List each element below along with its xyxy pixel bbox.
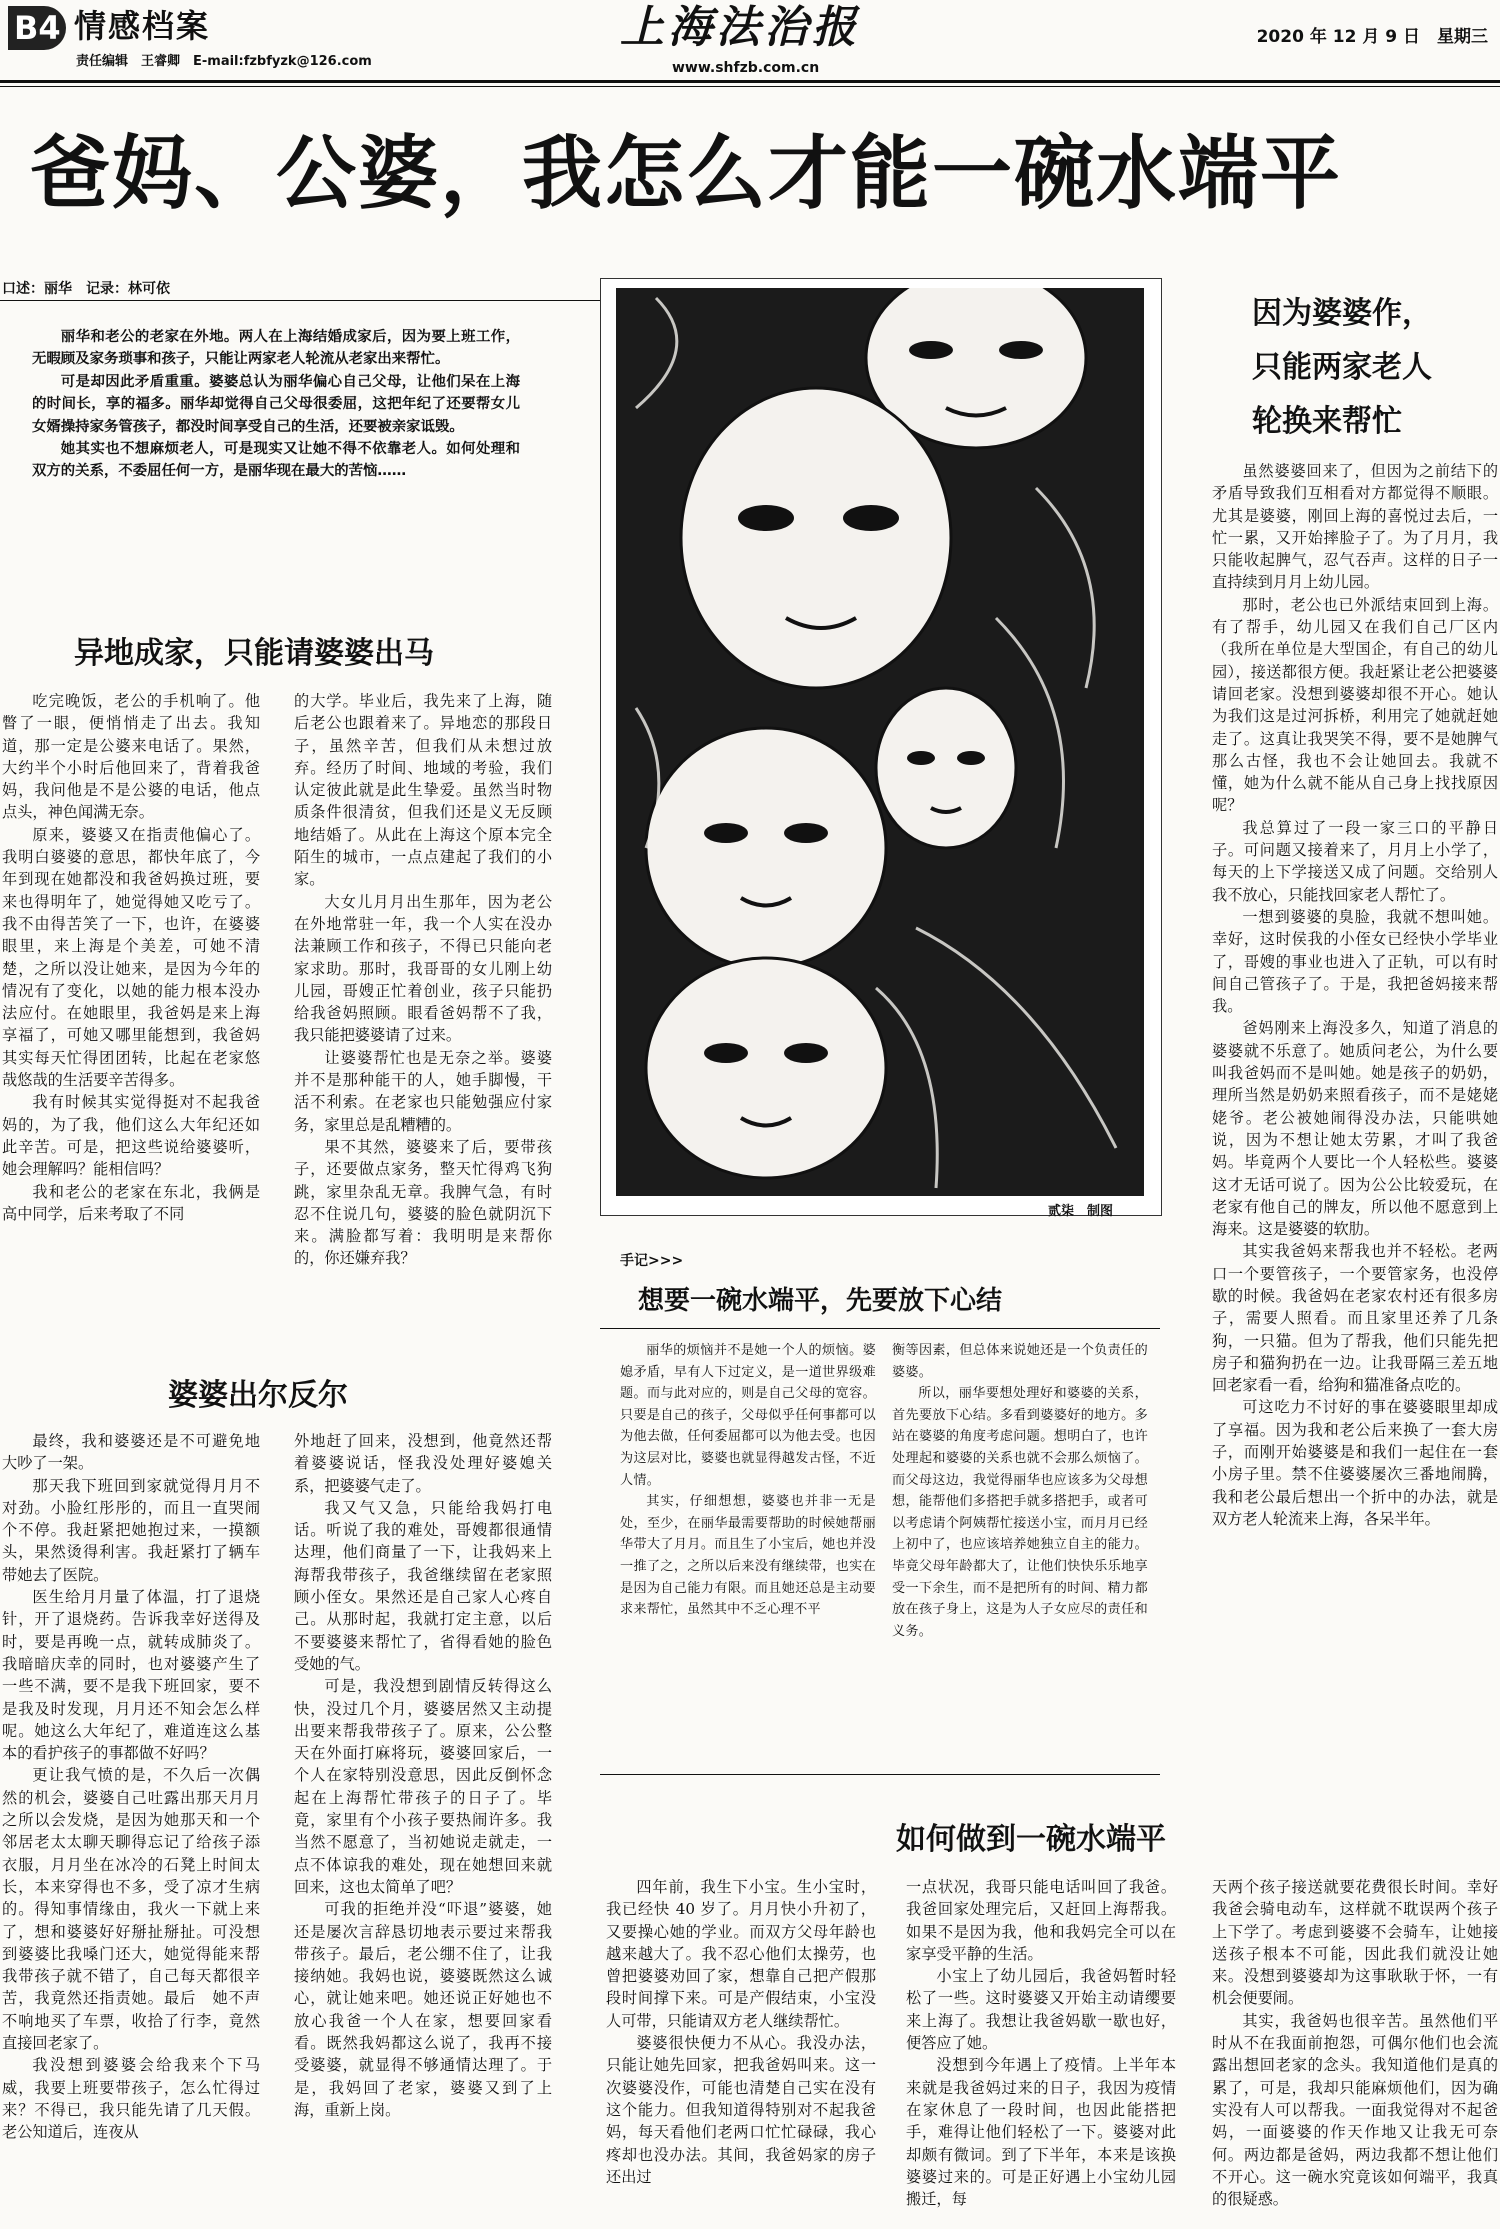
masthead-rule (0, 80, 1500, 83)
s4-column-2 (906, 1876, 1176, 2226)
intro-paragraph: 可是却因此矛盾重重。婆婆总认为丽华偏心自己父母，让他们呆在上海的时间长，享的福多。丽华却觉得自己父母很委屈，这把年纪了还要帮女儿女婿操持家务管孩子，都没时间享受自己的生活，还要被亲家诋毁。 (32, 373, 520, 435)
section-heading-4: 如何做到一碗水端平 (896, 1822, 1166, 1857)
paragraph: 更让我气愤的是，不久后一次偶然的机会，婆婆自己吐露出那天月月之所以会发烧，是因为她那天和一个邻居老太太聊天聊得忘记了给孩子添衣服，月月坐在冰冷的石凳上时间太长，本来穿得也不多，受了凉才生病的。得知事情缘由，我火一下就上来了，想和婆婆好好掰扯掰扯。可没想到婆婆比我嗓门还大，她觉得能来帮我带孩子就不错了，自己每天都很辛苦，我竟然还指责她。最后 她不声不响地买了车票，收拾了行李，竟然直接回老家了。 (2, 1766, 260, 2053)
issue-date: 2020 年 12 月 9 日 星期三 (1256, 27, 1488, 47)
paragraph: 其实，我爸妈也很辛苦。虽然他们平时从不在我面前抱怨，可偶尔他们也会流露出想回老家的念头。我知道他们是真的累了，可是，我却只能麻烦他们，因为确实没有人可以帮我。一面我觉得对不起爸妈，一面婆婆的作天作地又让我无可奈何。两边都是爸妈，两边我都不想让他们不开心。这一碗水究竟该如何端平，我真的很疑惑。 (1212, 2011, 1498, 2209)
paragraph: 爸妈刚来上海没多久，知道了消息的婆婆就不乐意了。她质问老公，为什么要叫我爸妈而不是叫她。她是孩子的奶奶，理所当然是奶奶来照看孩子，而不是姥姥姥爷。老公被她闹得没办法，只能哄她说，因为不想让她太劳累，才叫了我爸妈。毕竟两个人要比一个人轻松些。婆婆这才无话可说了。因为公公比较爱玩，在老家有他自己的牌友，所以他不愿意到上海来。这是婆婆的软肋。 (1212, 1019, 1498, 1239)
paragraph: 果不其然，婆婆来了后，要带孩子，还要做点家务，整天忙得鸡飞狗跳，家里杂乱无章。我脾气急，有时忍不住说几句，婆婆的脸色就阴沉下来。满脸都写着：我明明是来帮你的，你还嫌弃我？ (294, 1137, 552, 1268)
s1-column-right (294, 690, 552, 1340)
s3-column (1212, 460, 1498, 1794)
paragraph: 婆婆很快便力不从心。我没办法，只能让她先回家，把我爸妈叫来。这一次婆婆没作，可能也清楚自己实在没有这个能力。但我知道得特别对不起我爸妈，每天看他们老两口忙忙碌碌，我心疼却也没办法。其间，我爸妈家的房子还出过 (606, 2034, 876, 2186)
s4-column-1 (606, 1876, 876, 2226)
paragraph: 原来，婆婆又在指责他偏心了。我明白婆婆的意思，都快年底了，今年到现在她都没和我爸妈换过班，要来也得明年了，她觉得她又吃亏了。我不由得苦笑了一下，也许，在婆婆眼里，来上海是个美差，可她不清楚，之所以没让她来，是因为今年的情况有了变化，以她的能力根本没办法应付。在她眼里，我爸妈是来上海享福了，可她又哪里能想到，我爸妈其实每天忙得团团转，比起在老家悠哉悠哉的生活要辛苦得多。 (2, 825, 260, 1090)
illustration-image (616, 288, 1144, 1196)
page-code: B4 (14, 9, 61, 47)
s2-column-right (294, 1430, 552, 2224)
s2-column-left (2, 1430, 260, 2224)
paragraph: 天两个孩子接送就要花费很长时间。幸好我爸会骑电动车，这样就不耽误两个孩子上下学了。考虑到婆婆不会骑车，让她接送孩子根本不可能，因此我们就没让她来。没想到婆婆却为这事耿耿于怀，一有机会便要闹。 (1212, 1878, 1498, 2008)
editor-line: 责任编辑 王睿卿 E-mail:fzbfyzk@126.com (76, 54, 372, 69)
paragraph: 虽然婆婆回来了，但因为之前结下的矛盾导致我们互相看对方都觉得不顺眼。尤其是婆婆，刚回上海的喜悦过去后，一忙一累，又开始摔脸子了。为了月月，我只能收起脾气，忍气吞声。这样的日子一直持续到月月上幼儿园。 (1212, 462, 1498, 592)
notes-bottom-rule (600, 1774, 1160, 1775)
notes-column-left (620, 1340, 876, 1760)
paragraph: 一点状况，我哥只能电话叫回了我爸。我爸回家处理完后，又赶回上海帮我。如果不是因为我，他和我妈完全可以在家享受平静的生活。 (906, 1878, 1176, 1963)
byline: 口述：丽华 记录：林可依 (2, 281, 170, 297)
paragraph: 小宝上了幼儿园后，我爸妈暂时轻松了一些。这时婆婆又开始主动请缨要来上海了。我想让我爸妈歇一歇也好，便答应了她。 (906, 1967, 1176, 2053)
paragraph: 吃完晚饭，老公的手机响了。他瞥了一眼，便悄悄走了出去。我知道，那一定是公婆来电话了。果然，大约半个小时后他回来了，背着我爸妈，我问他是不是公婆的电话，他点点头，神色闻满无奈。 (2, 692, 260, 822)
illustration-credit: 贰柒 制图 (1048, 1204, 1114, 1219)
paragraph: 我总算过了一段一家三口的平静日子。可问题又接着来了，月月上小学了，每天的上下学接送又成了问题。交给别人我不放心，只能找回家老人帮忙了。 (1212, 818, 1498, 904)
paragraph: 丽华的烦恼并不是她一个人的烦恼。婆媳矛盾，早有人下过定义，是一道世界级难题。而与此对应的，则是自己父母的宽容。只要是自己的孩子，父母似乎任何事都可以为他去做，任何委屈都可以为他去受。也因为这层对比，婆婆也就显得越发古怪，不近人情。 (620, 1343, 876, 1488)
intro-block (32, 326, 520, 483)
paragraph: 那时，老公也已外派结束回到上海。有了帮手，幼儿园又在我们自己厂区内（我所在单位是大型国企，有自己的幼儿园），接送都很方便。我赶紧让老公把婆婆请回老家。没想到婆婆却很不开心。她认为我们这是过河拆桥，利用完了她就赶她走了。这真让我哭笑不得，要不是她脾气那么古怪，我也不会让她回去。我就不懂，她为什么就不能从自己身上找找原因呢？ (1212, 595, 1498, 815)
paragraph: 没想到今年遇上了疫情。上半年本来就是我爸妈过来的日子，我因为疫情在家休息了一段时间，也因此能搭把手，难得让他们轻松了一下。婆婆对此却颇有微词。到了下半年，本来是该换婆婆过来的。可是正好遇上小宝幼儿园搬迁，每 (906, 2056, 1176, 2209)
paragraph: 我没想到婆婆会给我来个下马威，我要上班要带孩子，怎么忙得过来？不得已，我只能先请了几天假。老公知道后，连夜从 (2, 2056, 260, 2142)
paragraph: 我又气又急，只能给我妈打电话。听说了我的难处，哥嫂都很通情达理，他们商量了一下，让我妈来上海帮我带孩子，我爸继续留在老家照顾小侄女。果然还是自己家人心疼自己。从那时起，我就打定主意，以后不要婆婆来帮忙了，省得看她的脸色受她的气。 (294, 1498, 552, 1673)
intro-paragraph: 丽华和老公的老家在外地。两人在上海结婚成家后，因为要上班工作，无暇顾及家务琐事和孩子，只能让两家老人轮流从老家出来帮忙。 (32, 329, 520, 368)
paragraph: 一想到婆婆的臭脸，我就不想叫她。幸好，这时侯我的小侄女已经快小学毕业了，哥嫂的事业也进入了正轨，可以有时间自己管孩子了。于是，我把爸妈接来帮我。 (1212, 907, 1498, 1016)
paragraph: 可我的拒绝并没“吓退”婆婆，她还是屡次言辞恳切地表示要过来帮我带孩子。最后，老公绷不住了，让我接纳她。我妈也说，婆婆既然这么诚心，就让她来吧。她还说正好她也不放心我爸一个人在家，想要回家看看。既然我妈都这么说了，我再不接受婆婆，就显得不够通情达理了。于是，我妈回了老家，婆婆又到了上海，重新上岗。 (294, 1900, 552, 2119)
paragraph: 其实我爸妈来帮我也并不轻松。老两口一个要管孩子，一个要管家务，也没停歇的时候。我爸妈在老家农村还有很多房子，需要人照看。而且家里还养了几条狗，一只猫。但为了帮我，他们只能先把房子和猫狗扔在一边。让我哥隔三差五地回老家看一看，给狗和猫准备点吃的。 (1212, 1242, 1498, 1395)
section-heading-3-line2: 只能两家老人 (1252, 350, 1432, 385)
paragraph: 外地赶了回来，没想到，他竟然还帮着婆婆说话，怪我没处理好婆媳关系，把婆婆气走了。 (294, 1432, 552, 1495)
paragraph: 衡等因素，但总体来说她还是一个负责任的婆婆。 (892, 1343, 1148, 1380)
section-heading-3-line3: 轮换来帮忙 (1252, 404, 1402, 439)
section-heading-1: 异地成家，只能请婆婆出马 (74, 636, 434, 671)
masthead-rule-thin (0, 86, 1500, 87)
s1-column-left (2, 690, 260, 1340)
paper-url: www.shfzb.com.cn (672, 60, 820, 76)
paragraph: 大女儿月月出生那年，因为老公在外地常驻一年，我一个人实在没办法兼顾工作和孩子，不得已只能向老家求助。那时，我哥哥的女儿刚上幼儿园，哥嫂正忙着创业，孩子只能扔给我爸妈照顾。眼看爸妈帮不了我，我只能把婆婆请了过来。 (294, 892, 552, 1045)
headline: 爸妈、公婆，我怎么才能一碗水端平 (30, 127, 1342, 220)
paper-logo: 上海法治报 (620, 2, 860, 53)
paragraph: 医生给月月量了体温，打了退烧针，开了退烧药。告诉我幸好送得及时，要是再晚一点，就转成肺炎了。我暗暗庆幸的同时，也对婆婆产生了一些不满，要不是我下班回家，要不是我及时发现，月月还不知会怎么样呢。她这么大年纪了，难道连这么基本的看护孩子的事都做不好吗？ (2, 1588, 260, 1763)
paragraph: 让婆婆帮忙也是无奈之举。婆婆并不是那种能干的人，她手脚慢，干活不利索。在老家也只能勉强应付家务，家里总是乱糟糟的。 (294, 1048, 552, 1134)
paragraph: 四年前，我生下小宝。生小宝时，我已经快 40 岁了。月月快小升初了，又要操心她的学业。而双方父母年龄也越来越大了。我不忍心他们太操劳，也曾把婆婆劝回了家，想靠自己把产假那段时间撑下来。可是产假结束，小宝没人可带，只能请双方老人继续帮忙。 (606, 1878, 876, 2030)
s4-column-3 (1212, 1876, 1498, 2226)
paragraph: 我有时候其实觉得挺对不起我爸妈的，为了我，他们这么大年纪还如此辛苦。可是，把这些说给婆婆听，她会理解吗？能相信吗？ (2, 1093, 260, 1179)
section-heading-2: 婆婆出尔反尔 (168, 1378, 348, 1413)
notes-column-right (892, 1340, 1148, 1760)
notes-heading: 想要一碗水端平，先要放下心结 (638, 1286, 1003, 1316)
intro-paragraph: 她其实也不想麻烦老人，可是现实又让她不得不依靠老人。如何处理和双方的关系，不委屈任何一方，是丽华现在最大的苦恼…… (32, 441, 520, 480)
paragraph: 其实，仔细想想，婆婆也并非一无是处，至少，在丽华最需要帮助的时候她帮丽华带大了月月。而且生了小宝后，她也并没一推了之，之所以后来没有继续带，也实在是因为自己能力有限。而且她还总是主动要求来帮忙，虽然其中不乏心理不平 (620, 1494, 876, 1618)
paragraph: 可这吃力不讨好的事在婆婆眼里却成了享福。因为我和老公后来换了一套大房子，而刚开始婆婆是和我们一起住在一套小房子里。禁不住婆婆屡次三番地闹腾，我和老公最后想出一个折中的办法，就是双方老人轮流来上海，各呆半年。 (1212, 1398, 1498, 1528)
paragraph: 那天我下班回到家就觉得月月不对劲。小脸红彤彤的，而且一直哭闹个不停。我赶紧把她抱过来，一摸额头，果然烫得利害。我赶紧打了辆车带她去了医院。 (2, 1476, 260, 1584)
paragraph: 所以，丽华要想处理好和婆婆的关系，首先要放下心结。多看到婆婆好的地方。多站在婆婆的角度考虑问题。想明白了，也许处理起和婆婆的关系也就不会那么烦恼了。而父母这边，我觉得丽华也应该多为父母想想，能帮他们多搭把手就多搭把手，或者可以考虑请个阿姨帮忙接送小宝，而月月已经上初中了，也应该培养她独立自主的能力。毕竟父母年龄都大了，让他们快快乐乐地享受一下余生，而不是把所有的时间、精力都放在孩子身上，这是为人子女应尽的责任和义务。 (892, 1386, 1148, 1639)
notes-rule (600, 1328, 1160, 1329)
paragraph: 的大学。毕业后，我先来了上海，随后老公也跟着来了。异地恋的那段日子，虽然辛苦，但我们从未想过放弃。经历了时间、地域的考验，我们认定彼此就是此生挚爱。虽然当时物质条件很清贫，但我们还是义无反顾地结婚了。从此在上海这个原本完全陌生的城市，一点点建起了我们的小家。 (294, 692, 552, 889)
paragraph: 可是，我没想到剧情反转得这么快，没过几个月，婆婆居然又主动提出要来帮我带孩子了。原来，公公整天在外面打麻将玩，婆婆回家后，一个人在家特别没意思，因此反倒怀念起在上海帮忙带孩子的日子了。毕竟，家里有个小孩子要热闹许多。我当然不愿意了，当初她说走就走，一点不体谅我的难处，现在她想回来就回来，这也太简单了吧？ (294, 1677, 552, 1896)
section-title: 情感档案 (74, 7, 211, 45)
paragraph: 我和老公的老家在东北，我俩是高中同学，后来考取了不同 (2, 1182, 260, 1223)
section-heading-3-line1: 因为婆婆作， (1252, 296, 1432, 331)
notes-label: 手记>>> (620, 1253, 684, 1269)
paragraph: 最终，我和婆婆还是不可避免地大吵了一架。 (2, 1432, 260, 1473)
byline-rule (0, 300, 602, 301)
